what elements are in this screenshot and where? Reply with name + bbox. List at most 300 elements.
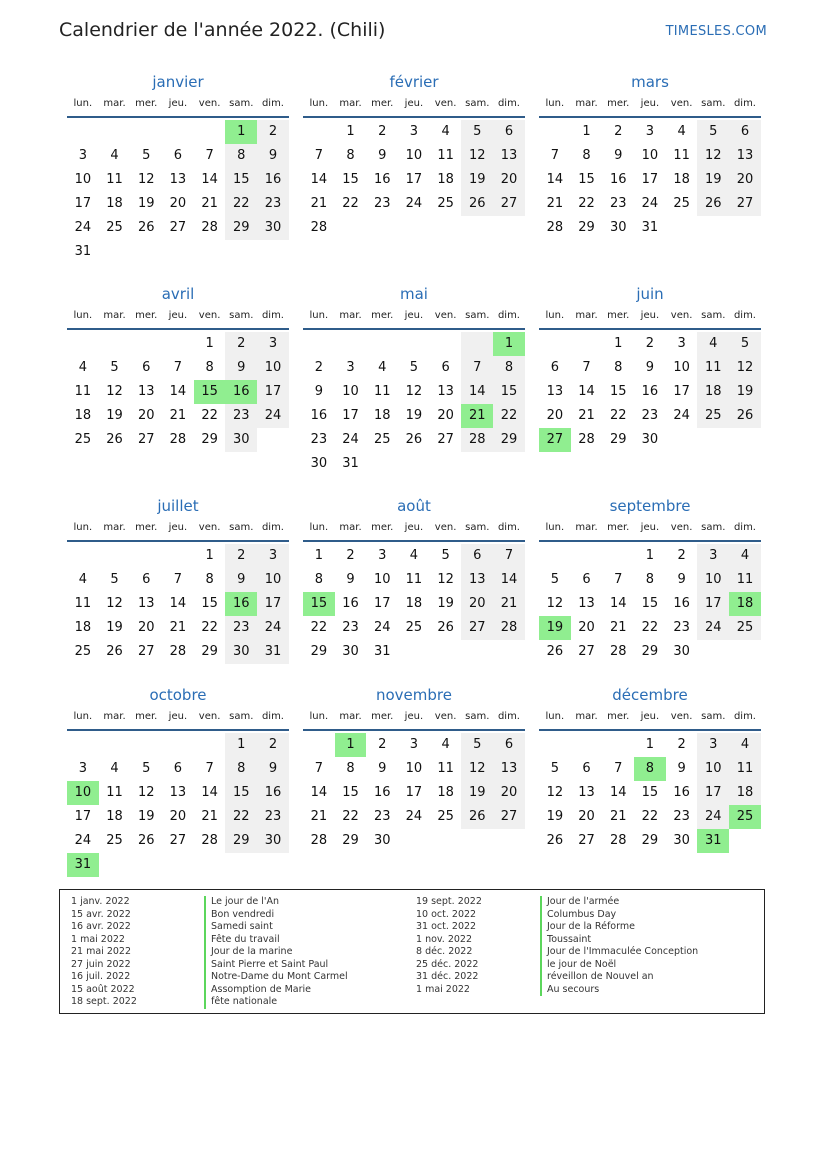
day-cell: 7 [173, 572, 183, 587]
day-cell: 6 [142, 572, 151, 587]
day-cell: 26 [137, 833, 155, 848]
legend-entry: 21 mai 2022 [71, 946, 132, 957]
day-cell: 15 [578, 172, 595, 187]
weekday-label: jeu. [640, 310, 660, 321]
day-cell: 7 [314, 148, 323, 163]
day-cell: 26 [546, 833, 564, 848]
day-cell: 12 [546, 596, 564, 611]
weekday-label: dim. [497, 522, 520, 533]
holiday-day: 31 [697, 829, 729, 853]
day-cell: 24 [373, 620, 391, 635]
day-cell: 5 [441, 548, 450, 563]
day-cell: 23 [257, 192, 289, 216]
empty-cell [99, 332, 131, 356]
day-grid [67, 332, 289, 452]
month-3 [67, 284, 289, 452]
day-cell: 8 [493, 356, 525, 380]
day-cell: 13 [461, 568, 493, 592]
weekday-label: lun. [73, 310, 93, 321]
holiday-day: 15 [194, 380, 226, 404]
day-cell: 7 [173, 360, 183, 375]
weekday-label: mar. [103, 310, 126, 321]
day-cell: 28 [310, 220, 328, 235]
day-grid [67, 733, 289, 877]
day-cell: 29 [310, 644, 328, 659]
day-cell: 5 [461, 120, 493, 144]
day-cell: 8 [225, 144, 257, 168]
day-cell: 3 [677, 336, 686, 351]
legend-entry: Au secours [540, 984, 698, 997]
legend-entry: Le jour de l'An [204, 896, 348, 909]
empty-cell [67, 120, 99, 144]
day-cell: 27 [493, 192, 525, 216]
holiday-day: 25 [729, 805, 761, 829]
month-name: juillet [157, 497, 199, 515]
day-cell: 29 [201, 432, 218, 447]
day-cell: 8 [614, 360, 623, 375]
legend-entry: Fête du travail [204, 934, 348, 947]
weekday-label: dim. [733, 522, 756, 533]
day-cell: 6 [461, 544, 493, 568]
holiday-day: 27 [539, 428, 571, 452]
day-cell: 10 [641, 148, 659, 163]
day-cell: 2 [677, 548, 686, 563]
empty-cell [130, 544, 162, 568]
legend-entry: Saint Pierre et Saint Paul [204, 959, 348, 972]
day-cell: 13 [578, 785, 595, 800]
day-cell: 12 [137, 172, 155, 187]
day-cell: 3 [78, 761, 87, 776]
legend-entry: 16 juil. 2022 [71, 971, 131, 982]
legend-left-names [204, 896, 348, 1009]
day-cell: 6 [493, 733, 525, 757]
weekday-label: lun. [309, 522, 329, 533]
day-grid [303, 332, 525, 476]
day-cell: 12 [106, 384, 123, 399]
weekday-label: lun. [545, 522, 565, 533]
weekday-label: mar. [339, 310, 362, 321]
month-name: décembre [612, 686, 688, 704]
day-cell: 26 [106, 644, 123, 659]
day-cell: 26 [437, 620, 454, 635]
day-cell: 16 [673, 785, 690, 800]
empty-cell [130, 332, 162, 356]
day-cell: 30 [373, 833, 391, 848]
day-cell: 16 [373, 785, 391, 800]
day-cell: 25 [106, 220, 123, 235]
weekday-label: jeu. [640, 98, 660, 109]
day-cell: 5 [110, 360, 119, 375]
day-cell: 5 [729, 332, 761, 356]
day-cell: 4 [78, 572, 87, 587]
day-cell: 19 [437, 596, 454, 611]
day-cell: 19 [137, 196, 155, 211]
weekday-label: dim. [497, 711, 520, 722]
day-cell: 16 [257, 168, 289, 192]
weekday-label: mer. [607, 98, 630, 109]
day-cell: 22 [609, 408, 627, 423]
day-cell: 25 [74, 644, 92, 659]
day-cell: 6 [582, 572, 591, 587]
month-name: août [397, 497, 431, 515]
legend-entry: 19 sept. 2022 [416, 896, 482, 907]
day-cell: 26 [106, 432, 123, 447]
day-cell: 20 [493, 781, 525, 805]
day-cell: 13 [169, 785, 187, 800]
day-cell: 20 [578, 620, 595, 635]
day-cell: 30 [310, 456, 328, 471]
day-cell: 1 [645, 548, 655, 563]
weekday-label: sam. [701, 711, 726, 722]
month-name: juin [636, 285, 664, 303]
day-cell: 15 [641, 785, 659, 800]
empty-cell [67, 544, 99, 568]
weekday-header [303, 308, 525, 330]
legend-entry: 1 nov. 2022 [416, 933, 472, 945]
weekday-label: jeu. [168, 522, 188, 533]
weekday-label: mer. [135, 711, 158, 722]
day-cell: 2 [225, 544, 257, 568]
day-cell: 11 [729, 568, 761, 592]
day-cell: 30 [641, 432, 659, 447]
day-cell: 9 [677, 572, 686, 587]
day-cell: 24 [257, 616, 289, 640]
day-cell: 4 [677, 124, 686, 139]
weekday-label: ven. [434, 98, 457, 109]
day-cell: 20 [493, 168, 525, 192]
day-grid [303, 120, 525, 240]
weekday-label: jeu. [404, 522, 424, 533]
day-cell: 11 [437, 761, 454, 776]
day-cell: 23 [257, 805, 289, 829]
day-cell: 7 [205, 761, 214, 776]
day-cell: 24 [697, 805, 729, 829]
empty-cell [602, 733, 634, 757]
day-cell: 24 [74, 220, 92, 235]
day-cell: 30 [225, 428, 257, 452]
day-cell: 5 [461, 733, 493, 757]
legend-entry: Notre-Dame du Mont Carmel [204, 971, 348, 984]
day-cell: 14 [201, 785, 218, 800]
holiday-day: 16 [225, 380, 257, 404]
day-cell: 14 [546, 172, 564, 187]
day-cell: 23 [641, 408, 659, 423]
day-cell: 7 [614, 572, 623, 587]
weekday-header [67, 308, 289, 330]
weekday-header [539, 520, 761, 542]
day-cell: 22 [225, 805, 257, 829]
day-cell: 6 [729, 120, 761, 144]
day-cell: 30 [342, 644, 359, 659]
weekday-label: sam. [465, 98, 490, 109]
day-cell: 2 [314, 360, 323, 375]
weekday-label: lun. [545, 310, 565, 321]
weekday-label: mer. [135, 98, 158, 109]
day-cell: 8 [645, 572, 655, 587]
day-cell: 28 [609, 644, 627, 659]
day-cell: 10 [697, 568, 729, 592]
day-cell: 26 [405, 432, 423, 447]
weekday-label: lun. [73, 522, 93, 533]
day-cell: 18 [729, 781, 761, 805]
day-cell: 11 [729, 757, 761, 781]
day-cell: 1 [314, 548, 323, 563]
day-cell: 15 [641, 596, 659, 611]
legend-entry: 27 juin 2022 [71, 958, 131, 970]
day-cell: 21 [310, 809, 328, 824]
day-cell: 21 [201, 809, 218, 824]
legend-entry: fête nationale [204, 996, 348, 1009]
day-cell: 15 [609, 384, 627, 399]
day-cell: 29 [225, 829, 257, 853]
weekday-label: mer. [135, 522, 158, 533]
month-7 [303, 496, 525, 664]
day-cell: 3 [78, 148, 87, 163]
weekday-header [539, 308, 761, 330]
day-cell: 11 [405, 572, 423, 587]
legend-entry: 31 déc. 2022 [416, 971, 479, 982]
brand-link[interactable]: TIMESLES.COM [665, 24, 767, 39]
weekday-label: dim. [261, 522, 284, 533]
legend-entry: Jour de l'armée [540, 896, 698, 909]
day-cell: 18 [373, 408, 391, 423]
day-cell: 16 [373, 172, 391, 187]
empty-cell [571, 733, 603, 757]
empty-cell [398, 332, 430, 356]
weekday-label: mer. [607, 711, 630, 722]
weekday-label: sam. [701, 310, 726, 321]
empty-cell [162, 733, 194, 757]
day-cell: 1 [346, 124, 355, 139]
day-cell: 18 [74, 408, 92, 423]
day-grid [67, 544, 289, 664]
day-cell: 25 [673, 196, 690, 211]
day-cell: 2 [257, 120, 289, 144]
day-cell: 27 [493, 805, 525, 829]
day-cell: 4 [697, 332, 729, 356]
day-cell: 28 [609, 833, 627, 848]
day-cell: 27 [578, 833, 595, 848]
day-cell: 29 [641, 833, 659, 848]
day-grid [303, 733, 525, 853]
day-cell: 9 [677, 761, 686, 776]
weekday-label: mer. [371, 98, 394, 109]
legend-entry: réveillon de Nouvel an [540, 971, 698, 984]
weekday-label: mar. [339, 711, 362, 722]
day-cell: 24 [257, 404, 289, 428]
legend-entry: Jour de l'Immaculée Conception [540, 946, 698, 959]
day-cell: 8 [346, 761, 355, 776]
legend-entry: 25 déc. 2022 [416, 958, 479, 970]
day-cell: 17 [697, 592, 729, 616]
month-5 [539, 284, 761, 452]
day-cell: 24 [697, 616, 729, 640]
day-cell: 22 [225, 192, 257, 216]
weekday-label: ven. [434, 310, 457, 321]
day-cell: 8 [225, 757, 257, 781]
empty-cell [539, 733, 571, 757]
day-cell: 14 [578, 384, 595, 399]
day-cell: 28 [201, 833, 218, 848]
weekday-label: dim. [733, 711, 756, 722]
day-cell: 20 [461, 592, 493, 616]
weekday-label: sam. [465, 711, 490, 722]
day-cell: 15 [342, 172, 359, 187]
day-cell: 7 [314, 761, 323, 776]
day-cell: 9 [614, 148, 623, 163]
day-cell: 22 [201, 408, 218, 423]
day-cell: 16 [641, 384, 659, 399]
weekday-label: dim. [497, 310, 520, 321]
day-cell: 24 [74, 833, 92, 848]
day-cell: 5 [142, 148, 151, 163]
weekday-label: mar. [339, 522, 362, 533]
day-cell: 22 [342, 196, 359, 211]
holiday-day: 31 [67, 853, 99, 877]
legend-entry: Samedi saint [204, 921, 348, 934]
day-cell: 13 [169, 172, 187, 187]
day-cell: 13 [137, 384, 155, 399]
day-cell: 26 [697, 192, 729, 216]
day-grid [539, 544, 761, 664]
day-cell: 23 [373, 196, 391, 211]
month-2 [539, 72, 761, 240]
day-cell: 21 [201, 196, 218, 211]
legend-entry: Assomption de Marie [204, 984, 348, 997]
day-cell: 8 [205, 360, 214, 375]
weekday-label: sam. [701, 522, 726, 533]
day-cell: 11 [106, 785, 123, 800]
day-cell: 17 [405, 172, 423, 187]
empty-cell [539, 332, 571, 356]
empty-cell [162, 120, 194, 144]
day-cell: 17 [673, 384, 690, 399]
legend-entry: Toussaint [540, 934, 698, 947]
weekday-label: jeu. [168, 310, 188, 321]
weekday-label: dim. [261, 310, 284, 321]
day-cell: 17 [74, 809, 92, 824]
day-cell: 21 [609, 620, 627, 635]
weekday-label: mar. [103, 98, 126, 109]
day-cell: 6 [441, 360, 450, 375]
day-cell: 13 [493, 757, 525, 781]
day-cell: 22 [342, 809, 359, 824]
day-cell: 1 [645, 737, 655, 752]
legend-entry: 1 janv. 2022 [71, 896, 130, 907]
day-cell: 11 [74, 596, 92, 611]
weekday-label: lun. [309, 711, 329, 722]
day-cell: 10 [342, 384, 359, 399]
weekday-label: ven. [434, 711, 457, 722]
day-cell: 30 [673, 644, 690, 659]
day-cell: 13 [493, 144, 525, 168]
weekday-label: ven. [198, 98, 221, 109]
day-cell: 30 [257, 829, 289, 853]
month-name: avril [161, 285, 195, 303]
day-cell: 15 [342, 785, 359, 800]
legend-entry: le jour de Noël [540, 959, 698, 972]
weekday-label: lun. [73, 98, 93, 109]
weekday-label: lun. [545, 98, 565, 109]
day-cell: 7 [493, 544, 525, 568]
month-name: octobre [149, 686, 207, 704]
empty-cell [303, 120, 335, 144]
day-cell: 9 [378, 148, 387, 163]
month-name: février [389, 73, 439, 91]
day-cell: 6 [550, 360, 559, 375]
legend-entry: 31 oct. 2022 [416, 921, 477, 932]
legend-entry: Jour de la Réforme [540, 921, 698, 934]
day-cell: 24 [405, 196, 423, 211]
day-cell: 28 [578, 432, 595, 447]
holiday-day: 16 [225, 592, 257, 616]
holiday-day: 21 [461, 404, 493, 428]
legend-entry: 1 mai 2022 [71, 933, 125, 945]
day-cell: 19 [106, 620, 123, 635]
day-cell: 17 [342, 408, 359, 423]
day-cell: 29 [342, 833, 359, 848]
month-8 [539, 496, 761, 664]
day-cell: 15 [225, 781, 257, 805]
legend-right-dates [416, 896, 482, 996]
day-cell: 14 [169, 596, 187, 611]
day-cell: 17 [641, 172, 659, 187]
holiday-legend [59, 889, 765, 1014]
day-cell: 16 [310, 408, 328, 423]
day-cell: 25 [437, 809, 454, 824]
day-cell: 6 [173, 148, 183, 163]
empty-cell [571, 544, 603, 568]
day-cell: 19 [729, 380, 761, 404]
day-grid [539, 120, 761, 240]
weekday-label: mer. [135, 310, 158, 321]
day-cell: 18 [106, 196, 123, 211]
day-cell: 10 [373, 572, 391, 587]
day-cell: 5 [550, 761, 559, 776]
day-cell: 20 [546, 408, 564, 423]
day-cell: 12 [546, 785, 564, 800]
day-cell: 25 [74, 432, 92, 447]
day-cell: 2 [378, 737, 387, 752]
day-cell: 14 [310, 785, 328, 800]
empty-cell [366, 332, 398, 356]
day-grid [303, 544, 525, 664]
day-cell: 31 [641, 220, 659, 235]
day-cell: 12 [461, 144, 493, 168]
day-cell: 23 [609, 196, 627, 211]
month-11 [539, 685, 761, 853]
day-cell: 22 [578, 196, 595, 211]
day-cell: 4 [110, 148, 119, 163]
empty-cell [162, 544, 194, 568]
day-cell: 7 [550, 148, 559, 163]
holiday-day: 19 [539, 616, 571, 640]
month-1 [303, 72, 525, 240]
weekday-label: mer. [607, 522, 630, 533]
day-cell: 13 [546, 384, 564, 399]
day-cell: 20 [729, 168, 761, 192]
day-cell: 30 [257, 216, 289, 240]
day-cell: 8 [582, 148, 591, 163]
day-cell: 22 [641, 620, 659, 635]
day-cell: 27 [729, 192, 761, 216]
day-cell: 13 [137, 596, 155, 611]
weekday-label: dim. [261, 711, 284, 722]
weekday-label: ven. [198, 711, 221, 722]
day-cell: 28 [310, 833, 328, 848]
day-cell: 17 [74, 196, 92, 211]
weekday-label: lun. [73, 711, 93, 722]
